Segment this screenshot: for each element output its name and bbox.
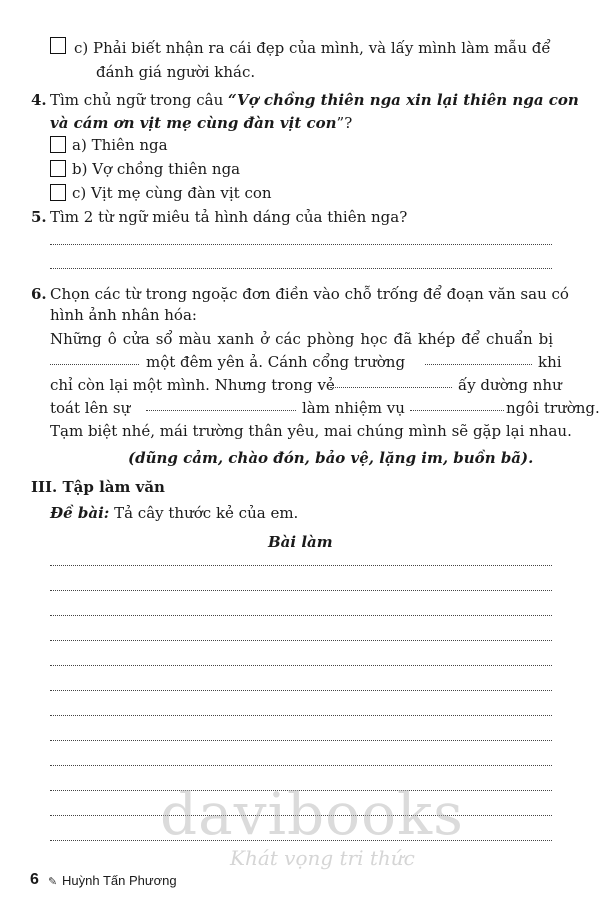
checkbox-q4-c[interactable] [50,184,66,201]
essay-prompt [50,503,298,523]
author-glyph-icon: ✎ [48,875,58,888]
checkbox-q3-c[interactable] [50,37,66,54]
q6-passage-line2-b: khi [538,353,562,371]
q6-choices: (dũng cảm, chào đón, bảo vệ, lặng im, buồn bã). [128,449,534,467]
essay-line[interactable] [50,690,552,691]
q6-passage-line4-c: ngôi trường. [506,399,600,417]
essay-prompt-label: Đề bài: [50,504,110,522]
q5-answer-line-2[interactable] [50,268,552,269]
q6-passage-line3-a: chỉ còn lại một mình. Nhưng trong vẻ [50,376,335,394]
checkbox-q4-b[interactable] [50,160,66,177]
q6-question-line1: Chọn các từ trong ngoặc đơn điền vào chỗ trống để đoạn văn sau có [50,285,569,303]
q4-question-line2 [50,113,352,133]
q5-question: Tìm 2 từ ngữ miêu tả hình dáng của thiên nga? [50,208,408,226]
q3-option-c-label: c) Phải biết nhận ra cái đẹp của mình, và lấy mình làm mẫu để [74,39,551,57]
q5-number: 5. [31,208,47,226]
q4-option-c: c) Vịt mẹ cùng đàn vịt con [72,184,272,202]
q4-prefix: Tìm chủ ngữ trong câu [50,91,229,109]
q6-passage-line1: Những ô cửa sổ màu xanh ở các phòng học đã khép để chuẩn bị [50,330,553,348]
q6-number: 6. [31,285,47,303]
q6-passage-line4-a: toát lên sự [50,399,131,417]
essay-line[interactable] [50,740,552,741]
q6-blank-1[interactable] [50,364,139,365]
watermark-brand: davibooks [160,780,464,848]
watermark-tagline: Khát vọng tri thức [230,846,415,870]
essay-prompt-text: Tả cây thước kẻ của em. [109,504,299,522]
q6-blank-4[interactable] [146,410,296,411]
q6-blank-5[interactable] [410,410,504,411]
essay-line[interactable] [50,665,552,666]
q4-number: 4. [31,91,47,109]
q6-blank-2[interactable] [425,364,532,365]
section-heading: III. Tập làm văn [31,478,165,496]
q6-passage-line5: Tạm biệt nhé, mái trường thân yêu, mai chúng mình sẽ gặp lại nhau. [50,422,572,440]
essay-line[interactable] [50,640,552,641]
q5-answer-line-1[interactable] [50,244,552,245]
q4-question-line1 [50,90,579,110]
q4-option-b: b) Vợ chồng thiên nga [72,160,241,178]
essay-line[interactable] [50,565,552,566]
essay-line[interactable] [50,715,552,716]
answer-title: Bài làm [268,533,333,551]
q6-passage-line4-b: làm nhiệm vụ [302,399,405,417]
q4-quote-line2: và cám ơn vịt mẹ cùng đàn vịt con [50,114,337,132]
q4-suffix: ”? [336,114,353,132]
page-number: 6 [30,871,39,888]
q4-option-a: a) Thiên nga [72,136,168,154]
q3-option-c-continuation: đánh giá người khác. [96,63,256,81]
essay-line[interactable] [50,765,552,766]
q6-passage-line2-a: một đêm yên ả. Cánh cổng trường [146,353,406,371]
essay-line[interactable] [50,615,552,616]
author-name: Huỳnh Tấn Phương [62,873,177,888]
essay-line[interactable] [50,590,552,591]
checkbox-q4-a[interactable] [50,136,66,153]
q4-quote-line1: “Vợ chồng thiên nga xin lại thiên nga con [228,91,579,109]
q6-question-line2: hình ảnh nhân hóa: [50,306,197,324]
q6-blank-3[interactable] [330,387,452,388]
q6-passage-line3-b: ấy dường như [458,376,562,394]
